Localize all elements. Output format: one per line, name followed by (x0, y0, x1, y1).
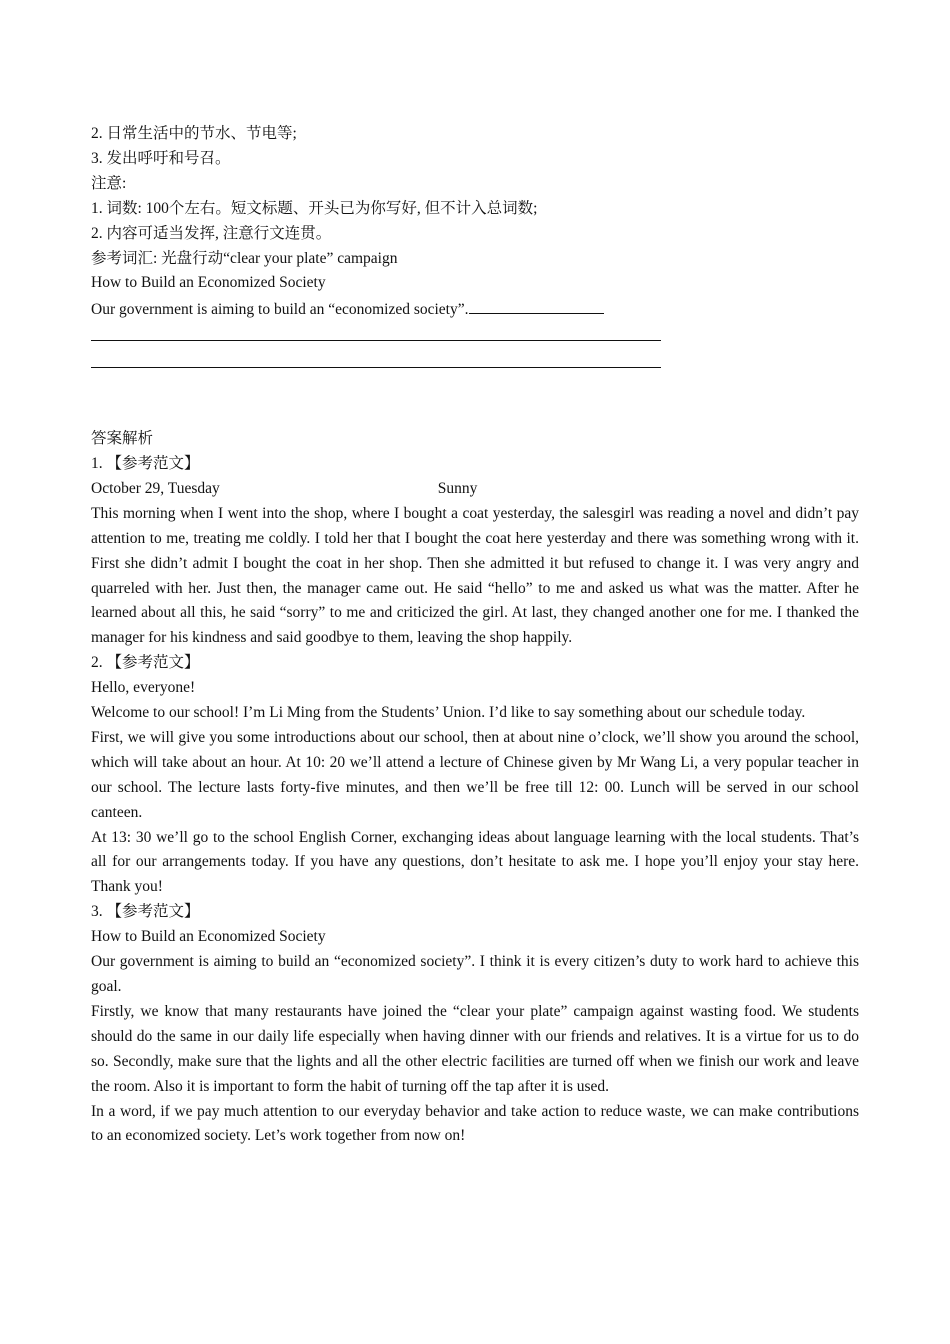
answer-3-paragraph: Our government is aiming to build an “economized society”. I think it is every citizen’s duty to work hard to achieve this goal. (91, 953, 859, 995)
vocab-hint: 参考词汇: 光盘行动“clear your plate” campaign (91, 249, 398, 267)
diary-date: October 29, Tuesday (91, 479, 220, 497)
answer-3-label: 3. 【参考范文】 (91, 903, 200, 921)
answer-blank (91, 350, 661, 368)
diary-date-row (91, 477, 859, 502)
answer-2-paragraph: Welcome to our school! I’m Li Ming from the Students’ Union. I’d like to say something about our schedule today. (91, 704, 806, 722)
essay-opening: Our government is aiming to build an “economized society”. (91, 301, 469, 319)
answer-blank-line (91, 350, 859, 377)
answer-2-greeting: Hello, everyone! (91, 679, 196, 697)
task-point-2: 2. 日常生活中的节水、节电等; (91, 125, 297, 142)
answer-2-paragraph: At 13: 30 we’ll go to the school English Corner, exchanging ideas about language learning with the local students. That’s all for our arrangements today. If you have any questions, don’t hesitate to ask me. I hope you’ll enjoy your stay here. Thank you! (91, 828, 859, 896)
notice-1: 1. 词数: 100个左右。短文标题、开头已为你写好, 但不计入总词数; (91, 199, 538, 217)
notice-2: 2. 内容可适当发挥, 注意行文连贯。 (91, 224, 332, 242)
answer-blank-line (91, 323, 859, 350)
answer-3-paragraph: In a word, if we pay much attention to our everyday behavior and take action to reduce waste, we can make contributions to an economized society. Let’s work together from now on! (91, 1102, 859, 1145)
answer-1-body: This morning when I went into the shop, where I bought a coat yesterday, the salesgirl was reading a novel and didn’t pay attention to me, treating me coldly. I told her that I bought the coat here yesterday and there was something wrong with it. First she didn’t admit I bought the coat in her shop. Then she admitted it but refused to change it. I was very angry and quarreled with her. Just then, the manager came out. He said “hello” to me and asked us what was the matter. After he learned about all this, he said “sorry” to me and criticized the girl. At last, they changed another one for me. I thanked the manager for his kindness and said goodbye to them, leaving the shop happily. (91, 504, 859, 647)
answer-3-title: How to Build an Economized Society (91, 928, 326, 946)
essay-title: How to Build an Economized Society (91, 274, 326, 292)
answer-blank (469, 296, 604, 314)
task-point-3: 3. 发出呼吁和号召。 (91, 149, 231, 167)
document-page (91, 122, 859, 1149)
answers-heading: 答案解析 (91, 430, 154, 448)
answer-1-label: 1. 【参考范文】 (91, 454, 200, 472)
notice-label: 注意: (91, 174, 127, 192)
answer-blank (91, 323, 661, 341)
answer-2-paragraph: First, we will give you some introductions about our school, then at about nine o’clock, we’ll show you around the school, which will take about an hour. At 10: 20 we’ll attend a lecture of Chinese given by Mr Wang Li, a very popular teacher in our school. The lecture lasts forty-five minutes, and then we’ll be free till 12: 00. Lunch will be served in our school canteen. (91, 728, 859, 821)
essay-opening-row (91, 296, 859, 323)
answer-2-label: 2. 【参考范文】 (91, 654, 200, 672)
diary-weather: Sunny (437, 479, 478, 497)
answer-3-paragraph: Firstly, we know that many restaurants have joined the “clear your plate” campaign against wasting food. We students should do the same in our daily life especially when having dinner with our friends and relatives. It is a virtue for us to do so. Secondly, make sure that the lights and all the other electric facilities are turned off when we finish our work and leave the room. Also it is important to form the habit of turning off the tap after it is used. (91, 1002, 859, 1095)
spacer (91, 377, 859, 427)
